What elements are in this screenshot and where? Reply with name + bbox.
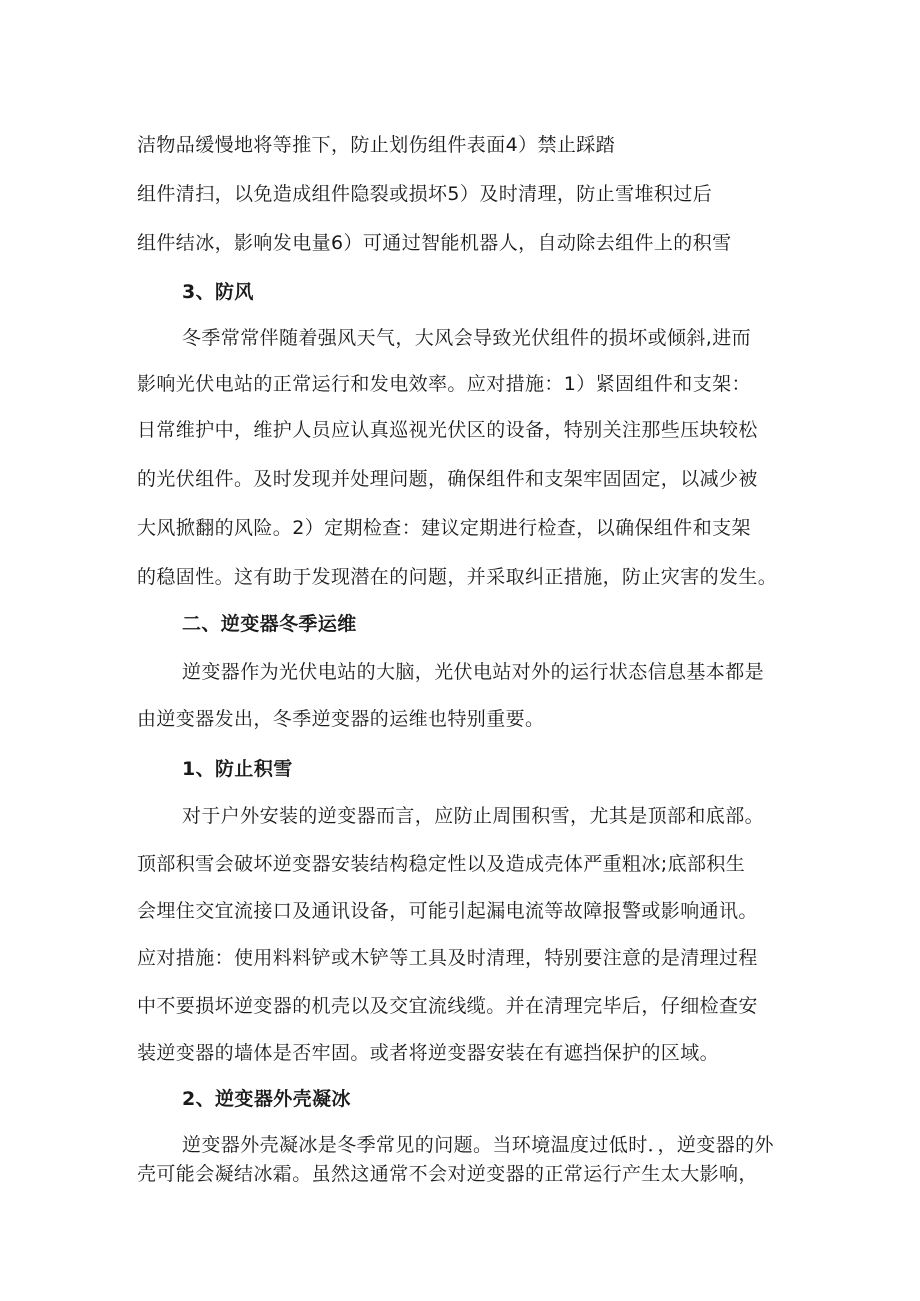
body-text-line: 大风掀翻的风险。2）定期检查：建议定期进行检查，以确保组件和支架	[137, 517, 751, 539]
body-text-line: 的光伏组件。及时发现并处理问题，确保组件和支架牢固固定，以减少被	[137, 468, 758, 490]
section-heading: 二、逆变器冬季运维	[182, 613, 357, 635]
body-text-line: 会埋住交宜流接口及通讯设备，可能引起漏电流等故障报警或影响通讯。	[137, 900, 758, 922]
body-text-line: 顶部积雪会破坏逆变器安装结构稳定性以及造成壳体严重粗冰;底部积生	[137, 853, 746, 875]
body-text-line: 的稳固性。这有助于发现潜在的问题，并采取纠正措施，防止灾害的发生。	[137, 566, 778, 588]
body-text-line: 壳可能会凝结冰霜。虽然这通常不会对逆变器的正常运行产生太大影响，	[137, 1163, 758, 1185]
body-text-line: 组件结冰，影响发电量6）可通过智能机器人，自动除去组件上的积雪	[137, 232, 732, 254]
body-text-line: 中不要损坏逆变器的机壳以及交宜流线缆。并在清理完毕后，仔细检查安	[137, 995, 758, 1017]
body-text-line: 日常维护中，维护人员应认真巡视光伏区的设备，特别关注那些压块较松	[137, 419, 758, 441]
section-heading: 2、逆变器外壳凝冰	[182, 1088, 351, 1110]
section-heading: 1、防止积雪	[182, 758, 293, 780]
body-text-line: 影响光伏电站的正常运行和发电效率。应对措施：1）紧固组件和支架：	[137, 373, 751, 395]
body-text-line: 对于户外安装的逆变器而言，应防止周围积雪，尤其是顶部和底部。	[182, 805, 765, 827]
body-text-line: 逆变器外壳凝冰是冬季常见的问题。当环境温度过低时．，逆变器的外	[182, 1134, 774, 1156]
body-text-line: 逆变器作为光伏电站的大脑，光伏电站对外的运行状态信息基本都是	[182, 661, 765, 683]
body-text-line: 洁物品缓慢地将等推下，防止划伤组件表面4）禁止踩踏	[137, 134, 616, 156]
body-text-line: 冬季常常伴随着强风天气，大风会导致光伏组件的损坏或倾斜,进而	[182, 327, 752, 349]
body-text-line: 装逆变器的墙体是否牢固。或者将逆变器安装在有遮挡保护的区域。	[137, 1042, 720, 1064]
body-text-line: 应对措施：使用料料铲或木铲等工具及时清理，特别要注意的是清理过程	[137, 947, 758, 969]
section-heading: 3、防风	[182, 281, 254, 303]
body-text-line: 组件清扫，以免造成组件隐裂或损坏5）及时清理，防止雪堆积过后	[137, 183, 713, 205]
body-text-line: 由逆变器发出，冬季逆变器的运维也特别重要。	[137, 708, 545, 730]
